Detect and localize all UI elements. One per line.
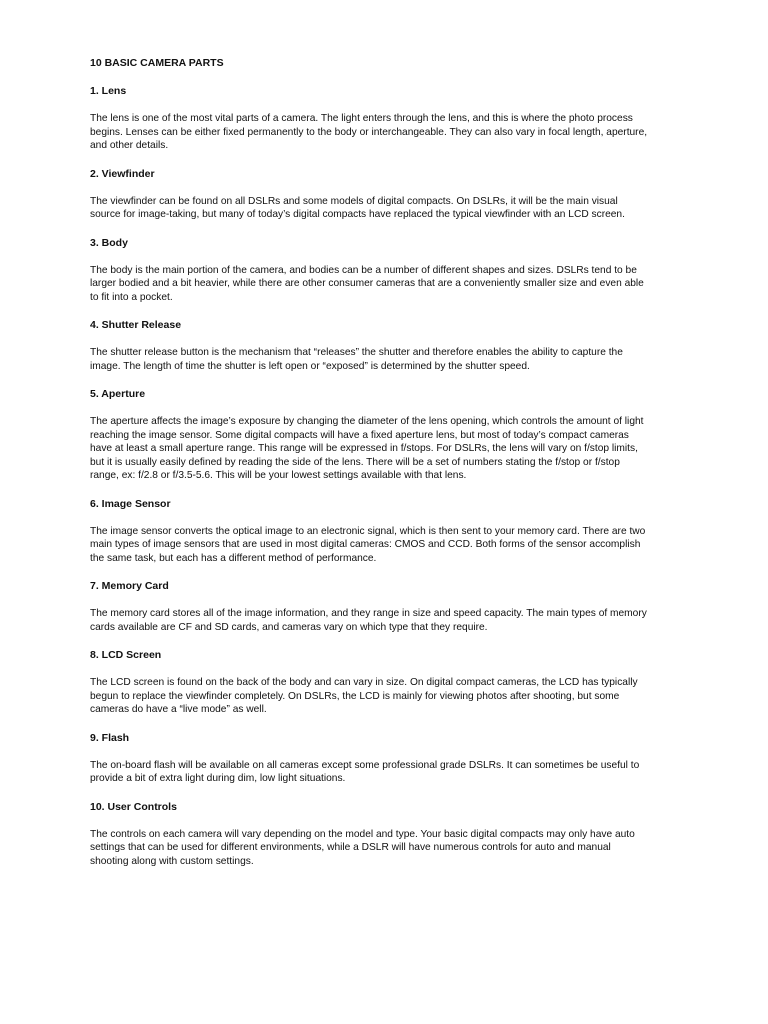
paragraph-line: The controls on each camera will vary depending on the model and type. Your basic digital compacts may only have auto [90,828,635,840]
paragraph-line: settings that can be used for different environments, while a DSLR will have numerous controls for auto and manual [90,842,611,853]
document-title: 10 BASIC CAMERA PARTS [90,57,224,69]
paragraph-line: begins. Lenses can be either fixed permanently to the body or interchangeable. They can also vary in focal length, aperture, [90,126,648,138]
section-paragraph [90,346,690,373]
paragraph-line: and other details. [90,140,169,151]
sections-container [90,85,690,868]
paragraph-line: The viewfinder can be found on all DSLRs and some models of digital compacts. On DSLRs, it will be the main visual [90,195,618,207]
paragraph-line: The LCD screen is found on the back of the body and can vary in size. On digital compact cameras, the LCD has typically [90,677,638,688]
section-paragraph [90,112,690,153]
section-paragraph [90,828,690,869]
paragraph-line: range, ex: f/2.8 or f/3.5-5.6. This will be your lowest settings available with that lens. [90,470,467,481]
paragraph-line: larger bodied and a bit heavier, while there are other consumer cameras that are a conveniently smaller size and even able [90,278,644,289]
section-paragraph [90,264,690,305]
section-paragraph [90,759,690,786]
section-paragraph [90,195,690,222]
section-heading: 4. Shutter Release [90,319,182,331]
paragraph-line: main types of image sensors that are used in most digital cameras: CMOS and CCD. Both forms of the sensor accomplish [90,539,641,550]
section-paragraph [90,415,690,483]
section-heading: 8. LCD Screen [90,649,162,661]
paragraph-line: have at least a small aperture range. This range will be expressed in f/stops. For DSLRs, the lens will vary on f/stop limits, [90,443,638,454]
paragraph-line: The shutter release button is the mechanism that “releases” the shutter and therefore enables the ability to capture the [90,347,623,358]
paragraph-line: shooting along with custom settings. [90,855,254,867]
section-5 [90,388,690,483]
paragraph-line: The lens is one of the most vital parts of a camera. The light enters through the lens, and this is where the photo process [90,113,633,124]
paragraph-line: The image sensor converts the optical image to an electronic signal, which is then sent to your memory card. There are two [90,525,646,537]
section-heading: 7. Memory Card [90,580,169,592]
section-6 [90,498,690,566]
section-paragraph [90,607,690,634]
section-heading: 5. Aperture [90,388,146,400]
section-10 [90,801,690,869]
section-heading: 6. Image Sensor [90,497,171,510]
section-paragraph [90,525,690,566]
section-8 [90,649,690,717]
section-heading: 9. Flash [90,731,130,744]
section-3 [90,237,690,305]
paragraph-line: to fit into a pocket. [90,291,173,303]
paragraph-line: The aperture affects the image’s exposure by changing the diameter of the lens opening, which controls the amount of light [90,416,644,427]
paragraph-line: The memory card stores all of the image information, and they range in size and speed capacity. The main types of memory [90,608,647,619]
section-1 [90,85,690,153]
section-9 [90,732,690,786]
paragraph-line: but it is usually easily defined by reading the side of the lens. There will be a set of numbers stating the f/stop or f/stop [90,456,620,468]
section-heading: 10. User Controls [90,800,177,813]
paragraph-line: source for image-taking, but many of today’s digital compacts have replaced the typical viewfinder with an LCD screen. [90,209,625,220]
paragraph-line: the same task, but each has a different method of performance. [90,552,377,564]
paragraph-line: cards available are CF and SD cards, and cameras vary on which type that they require. [90,621,488,633]
section-4 [90,319,690,373]
section-paragraph [90,676,690,717]
document-page [90,57,690,883]
section-heading: 2. Viewfinder [90,167,155,180]
paragraph-line: cameras do have a “live mode” as well. [90,704,267,715]
paragraph-line: begun to replace the viewfinder completely. On DSLRs, the LCD is mainly for viewing photos after shooting, but some [90,690,620,702]
paragraph-line: reaching the image sensor. Some digital compacts will have a fixed aperture lens, but most of today’s compact cameras [90,429,629,441]
paragraph-line: image. The length of time the shutter is left open or “exposed” is determined by the shutter speed. [90,360,530,372]
paragraph-line: provide a bit of extra light during dim, low light situations. [90,773,346,784]
section-heading: 1. Lens [90,85,127,97]
section-7 [90,580,690,634]
paragraph-line: The body is the main portion of the camera, and bodies can be a number of different shapes and sizes. DSLRs tend to be [90,264,637,276]
section-2 [90,168,690,222]
section-heading: 3. Body [90,236,128,249]
paragraph-line: The on-board flash will be available on all cameras except some professional grade DSLRs. It can sometimes be useful to [90,759,640,771]
